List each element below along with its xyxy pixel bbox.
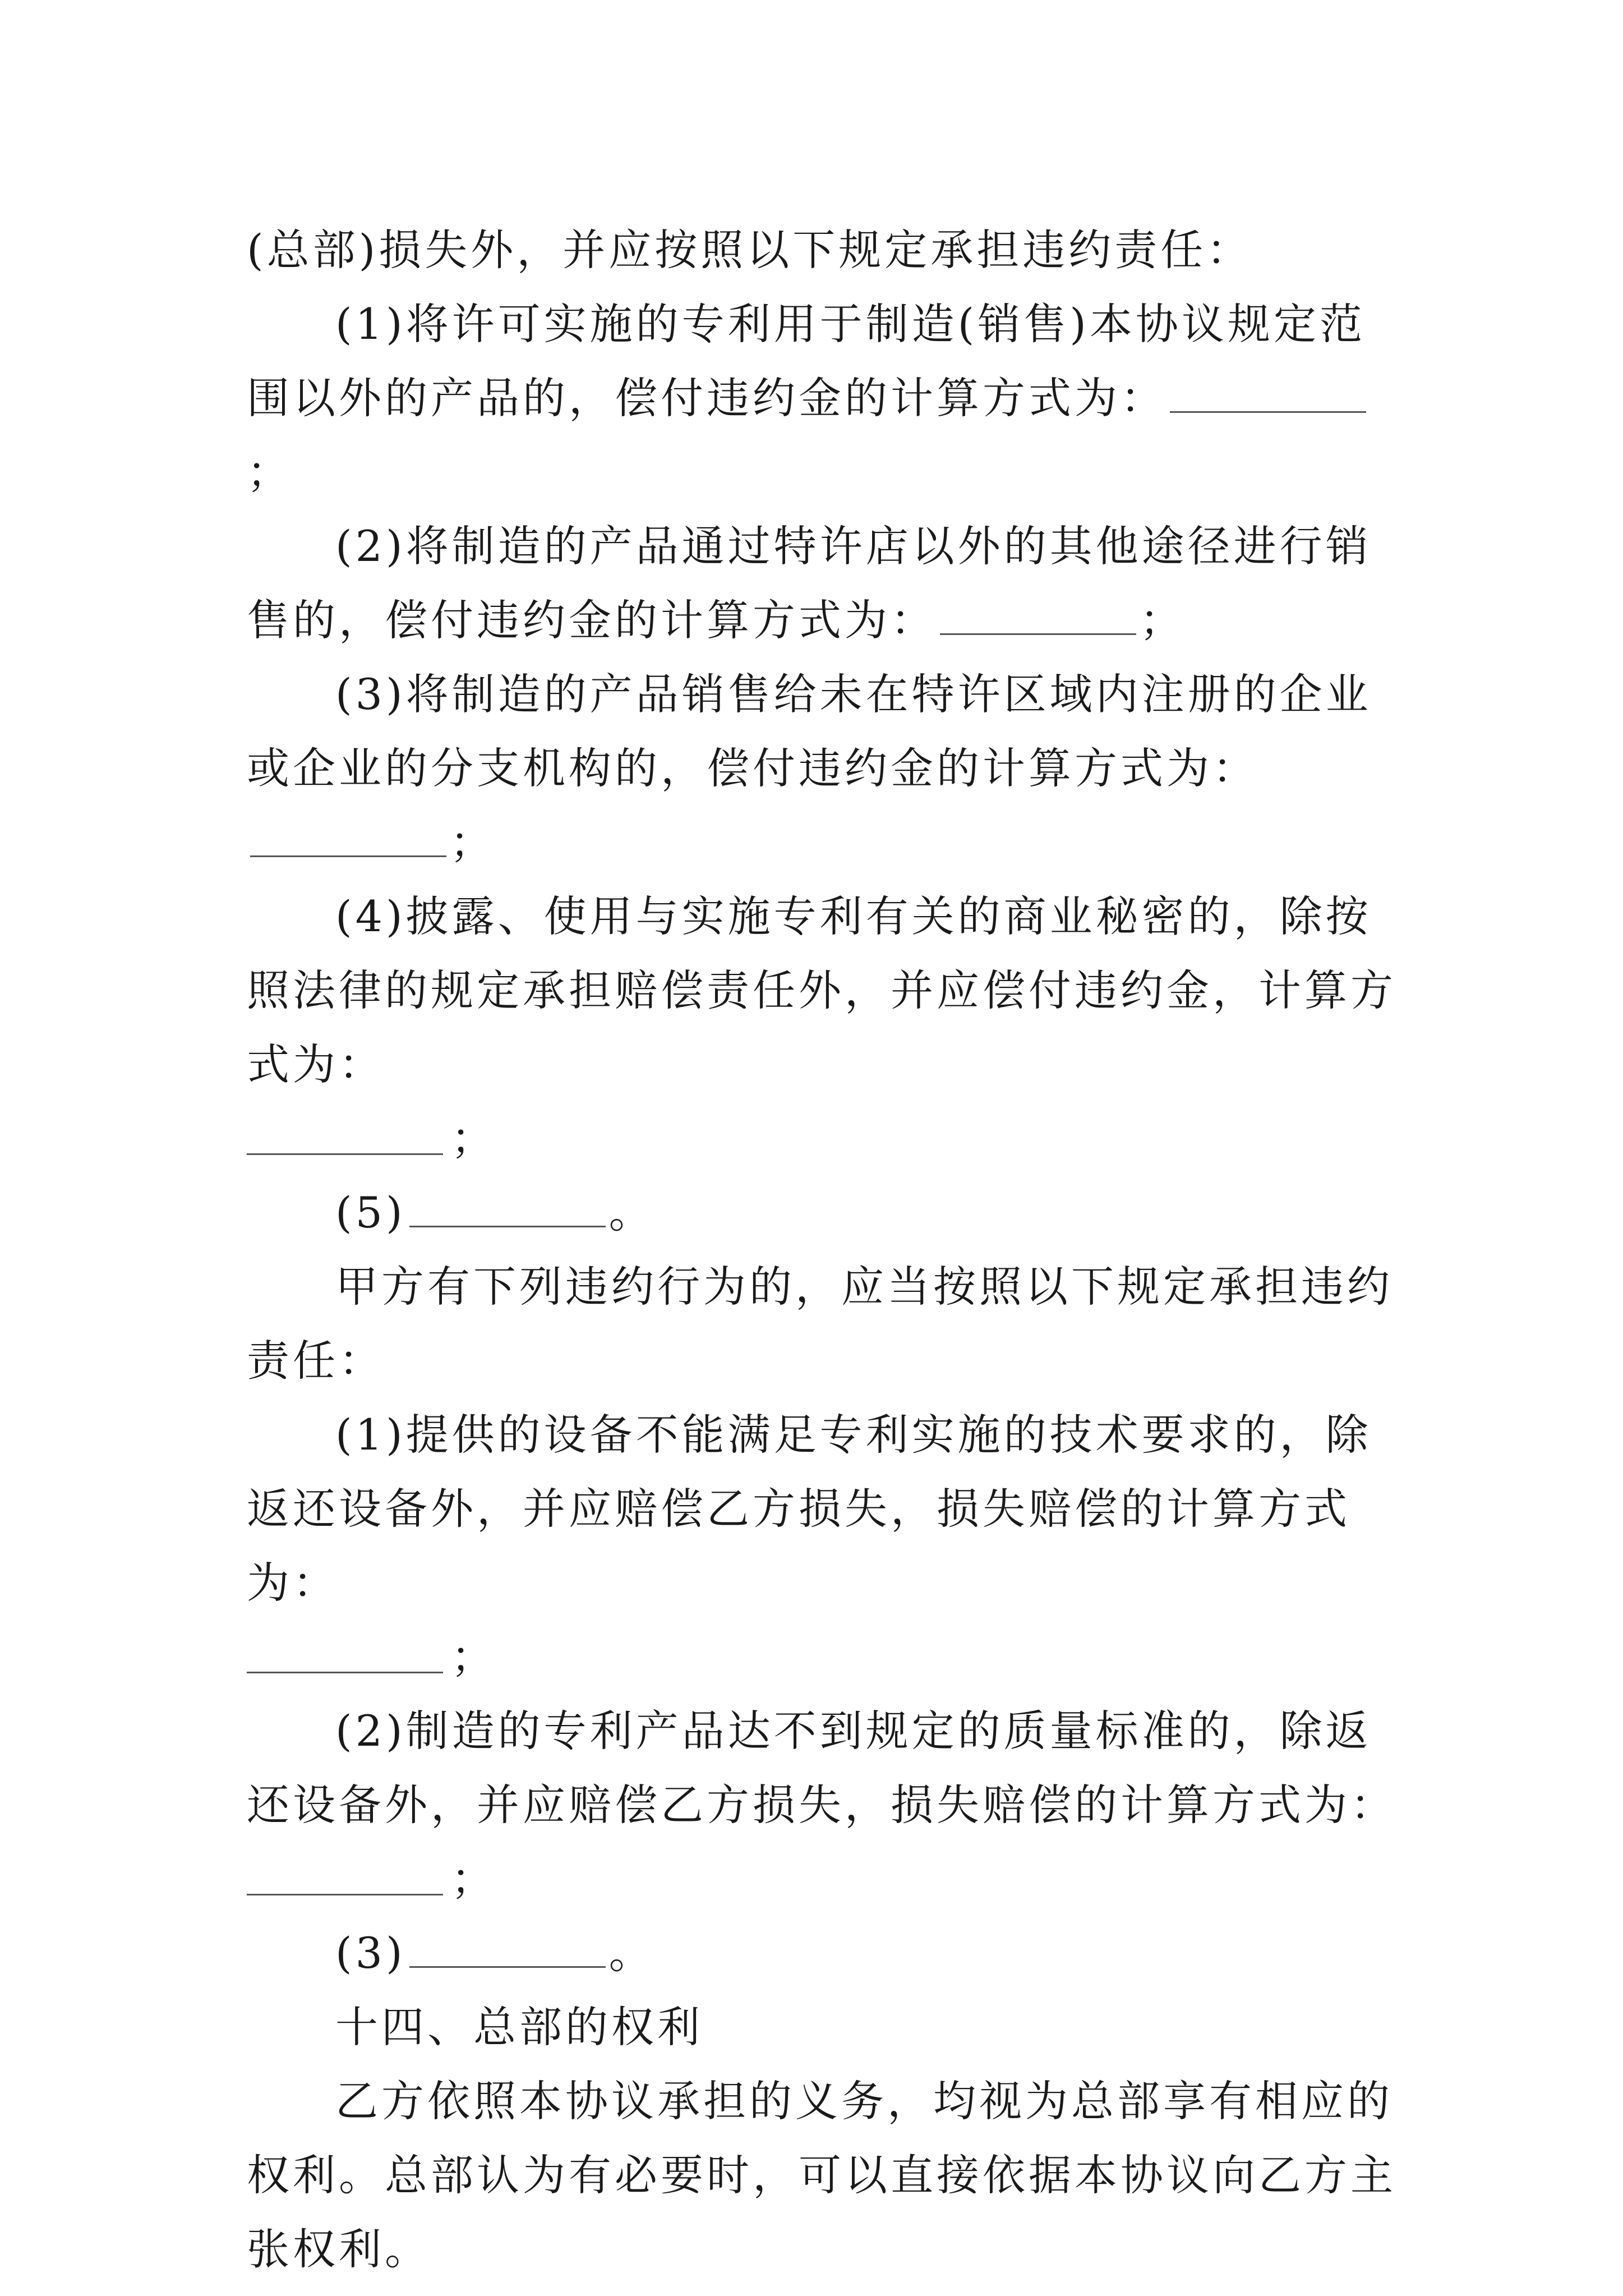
clause-text: (1)将许可实施的专利用于制造(销售)本协议规定范围以外的产品的，偿付违约金的计算方式为：	[247, 299, 1366, 423]
clause-text: (3)	[335, 1928, 406, 1978]
clause-a-1-blank-line	[247, 1620, 1402, 1694]
clause-text: (5)	[335, 1188, 406, 1237]
fill-blank[interactable]	[247, 1842, 443, 1895]
fill-blank[interactable]	[247, 1102, 443, 1155]
clause-end: ；	[450, 817, 496, 867]
clause-text: (4)披露、使用与实施专利有关的商业秘密的，除按照法律的规定承担赔偿责任外，并应偿付违约金，计算方式为：	[247, 891, 1396, 1089]
section-heading: 十四、总部的权利	[335, 2002, 703, 2052]
fill-blank[interactable]	[940, 594, 1136, 635]
clause-end: 。	[608, 1188, 655, 1237]
clause-b-4	[247, 880, 1402, 1102]
clause-b-5	[247, 1176, 1402, 1250]
clause-a-1	[247, 1398, 1402, 1620]
fill-blank[interactable]	[409, 1186, 606, 1227]
clause-end: ；	[247, 447, 293, 497]
clause-text: (3)将制造的产品销售给未在特许区域内注册的企业或企业的分支机构的，偿付违约金的计算方式为：	[247, 669, 1372, 793]
paragraph-hq-rights: 乙方依照本协议承担的义务，均视为总部享有相应的权利。总部认为有必要时，可以直接依据本协议向乙方主张权利。	[247, 2076, 1396, 2274]
fill-blank[interactable]	[250, 816, 446, 857]
clause-a-2-blank-line	[247, 1842, 1402, 1916]
fill-blank[interactable]	[247, 1620, 443, 1673]
document-page	[247, 213, 1402, 2286]
paragraph-party-a-breach: 甲方有下列违约行为的，应当按照以下规定承担违约责任：	[247, 1262, 1393, 1386]
clause-end: ；	[1140, 595, 1186, 645]
clause-text: (2)制造的专利产品达不到规定的质量标准的，除返还设备外，并应赔偿乙方损失，损失赔偿的计算方式为：	[247, 1706, 1396, 1830]
clause-end: ；	[451, 1632, 497, 1682]
paragraph-hq-loss: (总部)损失外，并应按照以下规定承担违约责任：	[247, 225, 1253, 275]
clause-b-3	[247, 657, 1402, 880]
clause-end: ；	[451, 1854, 497, 1904]
clause-b-2	[247, 509, 1402, 657]
clause-a-2	[247, 1694, 1402, 1842]
fill-blank[interactable]	[409, 1927, 606, 1968]
clause-text: (2)将制造的产品通过特许店以外的其他途径进行销售的，偿付违约金的计算方式为：	[247, 521, 1372, 645]
clause-end: ；	[451, 1114, 497, 1163]
clause-end: 。	[608, 1928, 655, 1978]
clause-text: (1)提供的设备不能满足专利实施的技术要求的，除返还设备外，并应赔偿乙方损失，损失赔偿的计算方式为：	[247, 1410, 1372, 1608]
clause-b-4-blank-line	[247, 1102, 1402, 1176]
fill-blank[interactable]	[1170, 372, 1366, 413]
clause-b-1	[247, 287, 1402, 509]
clause-a-3	[247, 1916, 1402, 1990]
